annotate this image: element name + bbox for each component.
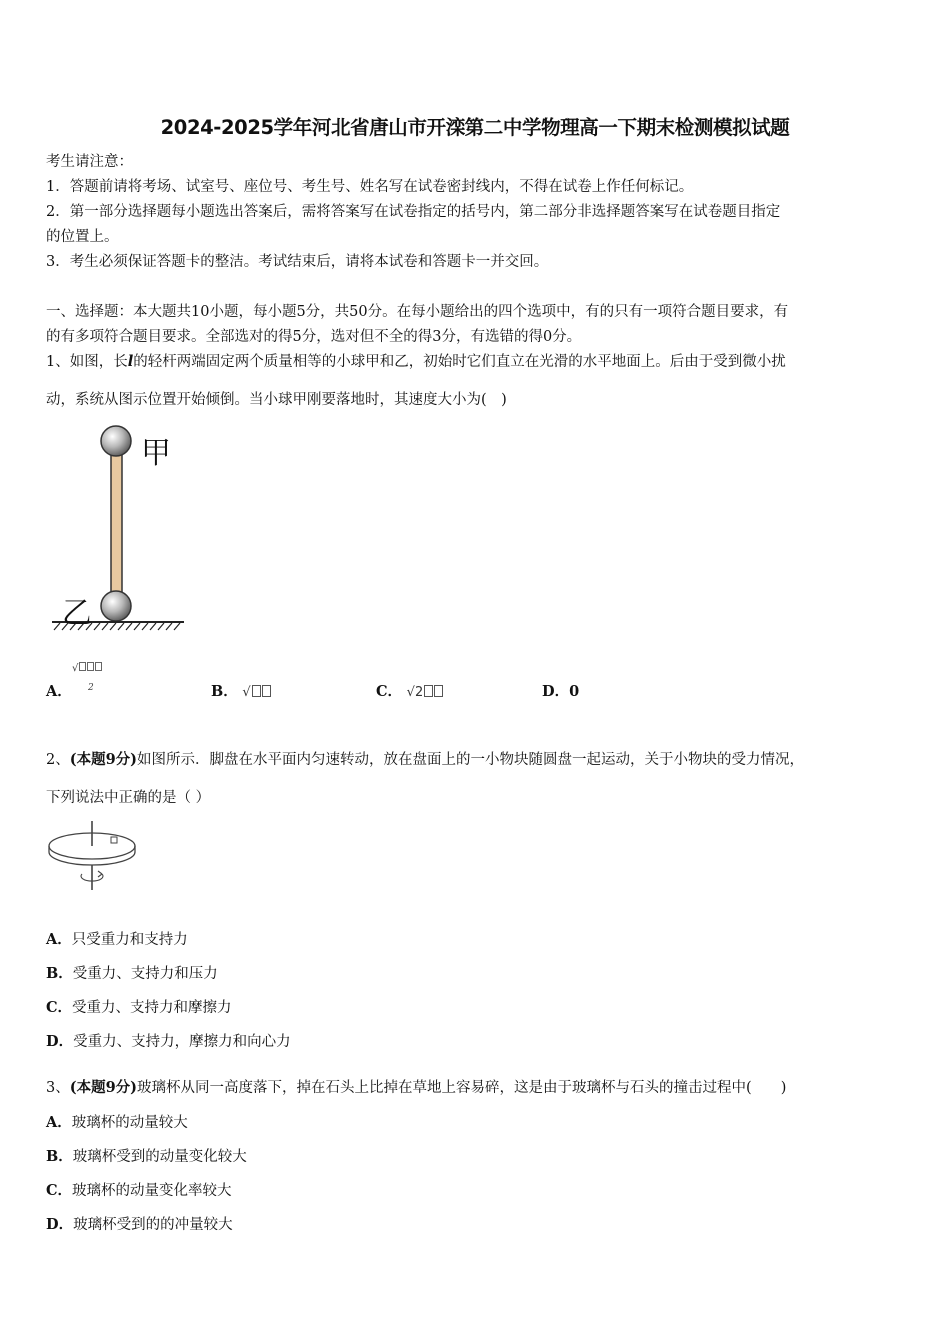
small-block bbox=[111, 837, 117, 843]
question-1-text bbox=[46, 352, 786, 372]
label-jia: 甲 bbox=[141, 436, 171, 471]
option-letter: C． bbox=[46, 1182, 73, 1199]
question-number: 3、 bbox=[46, 1080, 70, 1096]
option-letter: C． bbox=[376, 683, 403, 700]
sqrt-sign: √ bbox=[72, 663, 79, 674]
question-1-text-part: 1、如图，长 bbox=[46, 354, 128, 370]
q2-option-c[interactable] bbox=[46, 998, 232, 1018]
question-2-text: 下列说法中正确的是（ ） bbox=[46, 790, 211, 806]
option-text: 玻璃杯的动量较大 bbox=[71, 1115, 188, 1131]
rotating-disk-figure bbox=[44, 818, 142, 894]
question-2-text-part: 如图所示．脚盘在水平面内匀速转动，放在盘面上的一小物块随圆盘一起运动，关于小物块的受力情况， bbox=[137, 752, 805, 768]
rotation-arrow-head bbox=[98, 871, 102, 877]
q3-option-d[interactable] bbox=[46, 1215, 233, 1235]
question-2-text bbox=[46, 750, 804, 770]
option-letter: A． bbox=[46, 931, 72, 948]
q1-option-d[interactable] bbox=[542, 682, 579, 702]
notice-item: 3．考生必须保证答题卡的整洁。考试结束后，请将本试卷和答题卡一并交回。 bbox=[46, 254, 549, 270]
option-text: 受重力、支持力和压力 bbox=[72, 966, 218, 982]
length-variable: l bbox=[127, 353, 134, 370]
notice-heading: 考生请注意： bbox=[46, 154, 133, 170]
option-text: 受重力、支持力，摩擦力和向心力 bbox=[73, 1034, 291, 1050]
section-instructions: 一、选择题：本大题共10小题，每小题5分，共50分。在每小题给出的四个选项中，有的只有一项符合题目要求，有 bbox=[46, 304, 789, 320]
question-score: (本题9分) bbox=[69, 1079, 138, 1096]
option-text: 0 bbox=[569, 683, 580, 700]
q3-option-c[interactable] bbox=[46, 1181, 232, 1201]
q2-option-b[interactable] bbox=[46, 964, 218, 984]
option-letter: C． bbox=[46, 999, 73, 1016]
sqrt-sign: √2 bbox=[406, 685, 424, 700]
notice-item: 1．答题前请将考场、试室号、座位号、考生号、姓名写在试卷密封线内，不得在试卷上作任何标记。 bbox=[46, 179, 694, 195]
option-text: 只受重力和支持力 bbox=[71, 932, 188, 948]
question-number: 2、 bbox=[46, 752, 70, 768]
ball-yi bbox=[101, 591, 131, 621]
page-title: 2024-2025学年河北省唐山市开滦第二中学物理高一下期末检测模拟试题 bbox=[160, 116, 790, 139]
option-letter: D． bbox=[46, 1033, 74, 1050]
q1-option-b[interactable] bbox=[211, 682, 271, 703]
option-letter: D． bbox=[542, 683, 570, 700]
q1-option-a-formula bbox=[72, 662, 102, 674]
option-letter: B． bbox=[211, 683, 238, 700]
sqrt-sign: √ bbox=[242, 685, 251, 700]
question-1-text: 动，系统从图示位置开始倾倒。当小球甲刚要落地时，其速度大小为( ) bbox=[46, 392, 507, 408]
option-text: 玻璃杯的动量变化率较大 bbox=[72, 1183, 232, 1199]
option-letter: D． bbox=[46, 1216, 74, 1233]
q2-option-d[interactable] bbox=[46, 1032, 291, 1052]
q1-option-a-denominator: 2 bbox=[88, 683, 94, 693]
option-letter: B． bbox=[46, 1148, 73, 1165]
question-3-text bbox=[46, 1078, 786, 1098]
option-letter: B． bbox=[46, 965, 73, 982]
notice-item: 2．第一部分选择题每小题选出答案后，需将答案写在试卷指定的括号内，第二部分非选择题答案写在试卷题目指定 bbox=[46, 204, 781, 220]
option-text: 受重力、支持力和摩擦力 bbox=[72, 1000, 232, 1016]
option-text: 玻璃杯受到的的冲量较大 bbox=[73, 1217, 233, 1233]
option-letter: A． bbox=[46, 1114, 72, 1131]
option-letter: A． bbox=[46, 683, 72, 700]
rod bbox=[111, 454, 122, 604]
q3-option-a[interactable] bbox=[46, 1113, 188, 1133]
option-text: 玻璃杯受到的动量变化较大 bbox=[72, 1149, 247, 1165]
q1-option-c[interactable] bbox=[376, 682, 443, 703]
notice-item: 的位置上。 bbox=[46, 229, 119, 245]
question-score: (本题9分) bbox=[69, 751, 138, 768]
ball-jia bbox=[101, 426, 131, 456]
question-3-text-part: 玻璃杯从同一高度落下，掉在石头上比掉在草地上容易碎，这是由于玻璃杯与石头的撞击过程中( ) bbox=[137, 1080, 787, 1096]
label-yi: 乙 bbox=[62, 596, 92, 631]
question-1-text-part: 的轻杆两端固定两个质量相等的小球甲和乙，初始时它们直立在光滑的水平地面上。后由于受到微小扰 bbox=[133, 354, 786, 370]
q3-option-b[interactable] bbox=[46, 1147, 247, 1167]
section-instructions: 的有多项符合题目要求。全部选对的得5分，选对但不全的得3分，有选错的得0分。 bbox=[46, 329, 582, 345]
q1-option-a[interactable] bbox=[46, 682, 72, 702]
q2-option-a[interactable] bbox=[46, 930, 188, 950]
